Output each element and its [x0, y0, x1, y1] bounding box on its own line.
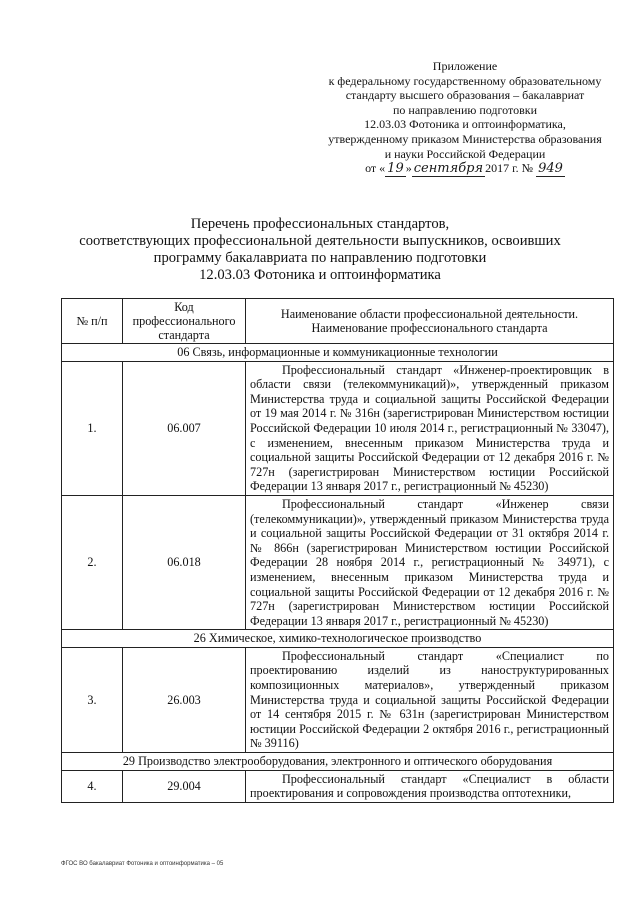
- appendix-line: 12.03.03 Фотоника и оптоинформатика,: [364, 117, 566, 132]
- appendix-line: стандарту высшего образования – бакалавриат: [345, 88, 585, 103]
- header-code: Код профессионального стандарта: [123, 299, 246, 344]
- row-num: 1.: [62, 361, 123, 495]
- standards-table: [61, 298, 614, 803]
- header-num: № п/п: [62, 299, 123, 344]
- section-row: [62, 753, 614, 771]
- row-code: 06.018: [123, 495, 246, 629]
- appendix-line: к федеральному государственному образовательному: [328, 73, 602, 88]
- date-month-handwritten: сентября: [413, 161, 484, 177]
- page-footer: ФГОС ВО бакалавриат Фотоника и оптоинформатика – 05: [61, 861, 224, 867]
- appendix-line: и науки Российской Федерации: [384, 146, 546, 161]
- table-row: [62, 770, 614, 802]
- document-title: [40, 216, 600, 284]
- title-line: 12.03.03 Фотоника и оптоинформатика: [199, 267, 441, 283]
- appendix-line: по направлению подготовки: [392, 102, 538, 117]
- row-code: 26.003: [123, 647, 246, 752]
- row-text: Профессиональный стандарт «Специалист по проектированию изделий из наноструктурированных композиционных материалов», утвержденный приказом Министерства труда и социальной защиты Российской Федерации от 14 сентября 2015 г. № 631н (зарегистрирован Министерством юстиции Российской Федерации 2 октября 2016 г., регистрационный № 39116): [246, 647, 614, 752]
- title-line: Перечень профессиональных стандартов,: [190, 216, 450, 232]
- row-text: Профессиональный стандарт «Инженер связи (телекоммуникации)», утвержденный приказом Министерства труда и социальной защиты Российской Федерации от 31 октября 2014 г. № 866н (зарегистрирован Министерством юстиции Российской Федерации 28 ноября 2014 г., регистрационный № 34971), с изменением, внесенным приказом Министерства труда и социальной защиты Российской Федерации от 12 декабря 2016 г. № 727н (зарегистрирован Министерством юстиции Российской Федерации 13 января 2017 г., регистрационный № 45230): [246, 495, 614, 629]
- row-text: Профессиональный стандарт «Специалист в области проектирования и сопровождения производства оптотехники,: [246, 770, 614, 802]
- section-title: 29 Производство электрооборудования, электронного и оптического оборудования: [62, 753, 614, 771]
- section-title: 06 Связь, информационные и коммуникационные технологии: [62, 344, 614, 362]
- table-row: [62, 495, 614, 629]
- date-mid: »: [405, 161, 412, 176]
- section-row: [62, 344, 614, 362]
- order-number-handwritten: 949: [538, 161, 563, 177]
- row-num: 4.: [62, 770, 123, 802]
- table-header-row: [62, 299, 614, 344]
- appendix-line: утвержденному приказом Министерства образования: [328, 131, 602, 146]
- section-row: [62, 630, 614, 648]
- row-num: 2.: [62, 495, 123, 629]
- appendix-line: Приложение: [432, 59, 498, 73]
- row-code: 06.007: [123, 361, 246, 495]
- appendix-block: [300, 59, 630, 177]
- table-row: [62, 361, 614, 495]
- section-title: 26 Химическое, химико-технологическое производство: [62, 630, 614, 648]
- title-line: программу бакалавриата по направлению подготовки: [153, 250, 487, 266]
- title-line: соответствующих профессиональной деятельности выпускников, освоивших: [79, 233, 561, 249]
- date-day-handwritten: 19: [387, 161, 404, 177]
- header-name: Наименование области профессиональной деятельности. Наименование профессионального стандарта: [246, 299, 614, 344]
- date-year: 2017 г. №: [485, 161, 534, 176]
- row-num: 3.: [62, 647, 123, 752]
- row-code: 29.004: [123, 770, 246, 802]
- row-text: Профессиональный стандарт «Инженер-проектировщик в области связи (телекоммуникаций)», утвержденный приказом Министерства труда и социальной защиты Российской Федерации от 19 мая 2014 г. № 316н (зарегистрирован Министерством юстиции Российской Федерации 10 июля 2014 г., регистрационный № 33047), с изменением, внесенным приказом Министерства труда и социальной защиты Российской Федерации от 12 декабря 2016 г. № 727н (зарегистрирован Министерством юстиции Российской Федерации 13 января 2017 г., регистрационный № 45230): [246, 361, 614, 495]
- date-prefix: от «: [365, 161, 386, 176]
- table-row: [62, 647, 614, 752]
- appendix-date-line: [300, 161, 630, 177]
